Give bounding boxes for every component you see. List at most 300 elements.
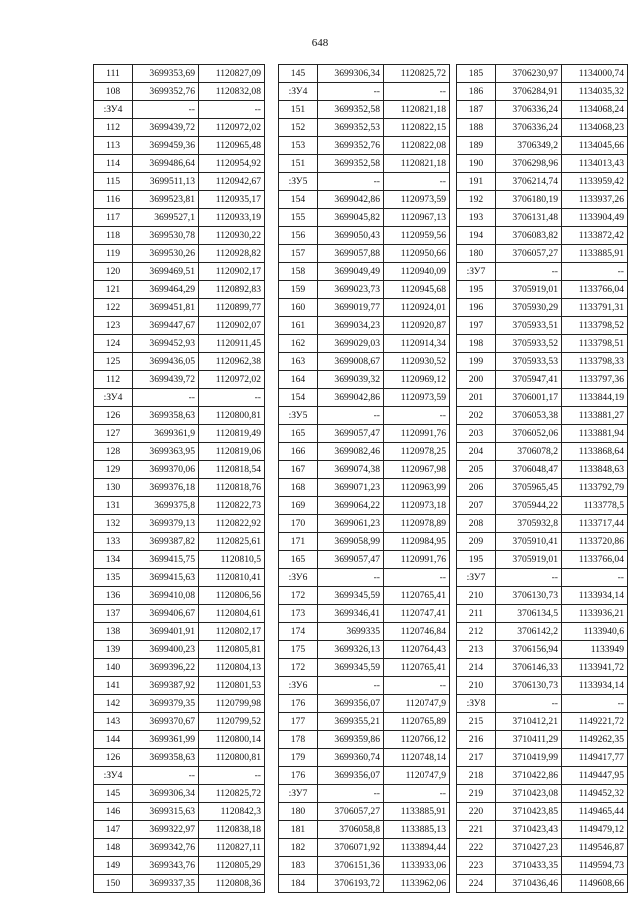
point-number-cell: 176	[279, 695, 318, 713]
x-coordinate-cell: 3699387,92	[133, 677, 199, 695]
point-number-cell: 169	[279, 497, 318, 515]
x-coordinate-cell: 3699306,34	[133, 785, 199, 803]
point-number-cell: 149	[94, 857, 133, 875]
y-coordinate-cell: 1120911,45	[199, 335, 265, 353]
table-row	[457, 569, 628, 587]
x-coordinate-cell: 3699415,75	[133, 551, 199, 569]
table-row	[94, 299, 265, 317]
y-coordinate-cell: 1120765,89	[384, 713, 450, 731]
y-coordinate-cell: 1120942,67	[199, 173, 265, 191]
x-coordinate-cell: 3706130,73	[496, 587, 562, 605]
x-coordinate-cell: 3710423,43	[496, 821, 562, 839]
point-number-cell: 117	[94, 209, 133, 227]
x-coordinate-cell: 3706298,96	[496, 155, 562, 173]
point-number-cell: 136	[94, 587, 133, 605]
x-coordinate-cell: 3699337,35	[133, 875, 199, 893]
point-number-cell: 176	[279, 767, 318, 785]
y-coordinate-cell: 1120933,19	[199, 209, 265, 227]
x-coordinate-cell: 3706146,33	[496, 659, 562, 677]
point-number-cell: 163	[279, 353, 318, 371]
x-coordinate-cell: 3706151,36	[318, 857, 384, 875]
y-coordinate-cell: 1133936,21	[562, 605, 628, 623]
y-coordinate-cell: 1133962,06	[384, 875, 450, 893]
x-coordinate-cell: 3699049,49	[318, 263, 384, 281]
table-row	[94, 191, 265, 209]
x-coordinate-cell: 3699045,82	[318, 209, 384, 227]
point-number-cell: 177	[279, 713, 318, 731]
table-row	[279, 299, 450, 317]
y-coordinate-cell: 1149465,44	[562, 803, 628, 821]
y-coordinate-cell: --	[384, 569, 450, 587]
table-row	[279, 821, 450, 839]
y-coordinate-cell: 1133868,64	[562, 443, 628, 461]
x-coordinate-cell: --	[318, 407, 384, 425]
table-row	[457, 515, 628, 533]
point-number-cell: 219	[457, 785, 496, 803]
point-number-cell: 132	[94, 515, 133, 533]
point-number-cell: 192	[457, 191, 496, 209]
x-coordinate-cell: 3706083,82	[496, 227, 562, 245]
table-row	[457, 713, 628, 731]
table-row	[94, 389, 265, 407]
table-row	[94, 155, 265, 173]
point-number-cell: 128	[94, 443, 133, 461]
table-row	[279, 713, 450, 731]
x-coordinate-cell: --	[318, 677, 384, 695]
table-row	[279, 173, 450, 191]
point-number-cell: 213	[457, 641, 496, 659]
y-coordinate-cell: 1120822,92	[199, 515, 265, 533]
y-coordinate-cell: 1133934,14	[562, 677, 628, 695]
x-coordinate-cell: 3699530,78	[133, 227, 199, 245]
point-number-cell: 170	[279, 515, 318, 533]
point-number-cell: 113	[94, 137, 133, 155]
table-row	[457, 101, 628, 119]
table-row	[457, 821, 628, 839]
y-coordinate-cell: 1120967,98	[384, 461, 450, 479]
table-row	[279, 479, 450, 497]
table-row	[94, 767, 265, 785]
point-number-cell: 182	[279, 839, 318, 857]
y-coordinate-cell: 1120940,09	[384, 263, 450, 281]
y-coordinate-cell: 1120802,17	[199, 623, 265, 641]
table-row	[94, 641, 265, 659]
y-coordinate-cell: 1120821,18	[384, 155, 450, 173]
x-coordinate-cell: 3699029,03	[318, 335, 384, 353]
y-coordinate-cell: 1120805,81	[199, 641, 265, 659]
table-row	[457, 425, 628, 443]
point-number-cell: :ЗУ4	[94, 101, 133, 119]
point-number-cell: 157	[279, 245, 318, 263]
table-row	[457, 155, 628, 173]
point-number-cell: 206	[457, 479, 496, 497]
table-row	[279, 767, 450, 785]
point-number-cell: 152	[279, 119, 318, 137]
point-number-cell: 137	[94, 605, 133, 623]
y-coordinate-cell: 1133881,94	[562, 425, 628, 443]
point-number-cell: 150	[94, 875, 133, 893]
point-number-cell: 220	[457, 803, 496, 821]
x-coordinate-cell: 3699050,43	[318, 227, 384, 245]
point-number-cell: 179	[279, 749, 318, 767]
x-coordinate-cell: 3710412,21	[496, 713, 562, 731]
x-coordinate-cell: 3699345,59	[318, 659, 384, 677]
y-coordinate-cell: 1120800,81	[199, 407, 265, 425]
point-number-cell: 201	[457, 389, 496, 407]
table-row	[457, 335, 628, 353]
point-number-cell: 167	[279, 461, 318, 479]
point-number-cell: 188	[457, 119, 496, 137]
x-coordinate-cell: 3706001,17	[496, 389, 562, 407]
x-coordinate-cell: 3699335	[318, 623, 384, 641]
point-number-cell: 121	[94, 281, 133, 299]
x-coordinate-cell: 3699361,99	[133, 731, 199, 749]
table-row	[94, 101, 265, 119]
x-coordinate-cell: 3706052,06	[496, 425, 562, 443]
x-coordinate-cell: 3705944,22	[496, 497, 562, 515]
table-row	[457, 263, 628, 281]
table-row	[457, 191, 628, 209]
x-coordinate-cell: 3699464,29	[133, 281, 199, 299]
x-coordinate-cell: 3699359,86	[318, 731, 384, 749]
table-row	[457, 245, 628, 263]
y-coordinate-cell: 1120950,66	[384, 245, 450, 263]
x-coordinate-cell: 3710423,08	[496, 785, 562, 803]
y-coordinate-cell: 1120902,07	[199, 317, 265, 335]
point-number-cell: 197	[457, 317, 496, 335]
table-row	[94, 407, 265, 425]
point-number-cell: 223	[457, 857, 496, 875]
x-coordinate-cell: 3699511,13	[133, 173, 199, 191]
y-coordinate-cell: 1120930,22	[199, 227, 265, 245]
x-coordinate-cell: 3699322,97	[133, 821, 199, 839]
table-row	[279, 407, 450, 425]
y-coordinate-cell: 1133766,04	[562, 551, 628, 569]
y-coordinate-cell: 1120819,49	[199, 425, 265, 443]
table-row	[279, 533, 450, 551]
y-coordinate-cell: 1133959,42	[562, 173, 628, 191]
x-coordinate-cell: 3699352,76	[318, 137, 384, 155]
point-number-cell: 164	[279, 371, 318, 389]
point-number-cell: 145	[279, 65, 318, 83]
point-number-cell: 212	[457, 623, 496, 641]
table-row	[94, 713, 265, 731]
y-coordinate-cell: 1120838,18	[199, 821, 265, 839]
x-coordinate-cell: 3699379,35	[133, 695, 199, 713]
table-row	[457, 317, 628, 335]
y-coordinate-cell: 1134068,23	[562, 119, 628, 137]
y-coordinate-cell: 1133717,44	[562, 515, 628, 533]
table-row	[94, 839, 265, 857]
x-coordinate-cell: 3706336,24	[496, 101, 562, 119]
point-number-cell: 151	[279, 155, 318, 173]
y-coordinate-cell: 1120810,5	[199, 551, 265, 569]
y-coordinate-cell: 1120801,53	[199, 677, 265, 695]
y-coordinate-cell: 1120978,25	[384, 443, 450, 461]
point-number-cell: 196	[457, 299, 496, 317]
y-coordinate-cell: 1149546,87	[562, 839, 628, 857]
y-coordinate-cell: 1120991,76	[384, 425, 450, 443]
table-row	[457, 227, 628, 245]
x-coordinate-cell: 3699447,67	[133, 317, 199, 335]
y-coordinate-cell: 1120821,18	[384, 101, 450, 119]
y-coordinate-cell: 1133949	[562, 641, 628, 659]
table-row	[279, 497, 450, 515]
y-coordinate-cell: 1120972,02	[199, 119, 265, 137]
point-number-cell: 168	[279, 479, 318, 497]
y-coordinate-cell: 1120920,87	[384, 317, 450, 335]
table-row	[94, 137, 265, 155]
x-coordinate-cell: 3699370,06	[133, 461, 199, 479]
y-coordinate-cell: --	[199, 389, 265, 407]
table-row	[94, 605, 265, 623]
x-coordinate-cell: 3699326,13	[318, 641, 384, 659]
y-coordinate-cell: --	[199, 101, 265, 119]
point-number-cell: 126	[94, 407, 133, 425]
point-number-cell: 159	[279, 281, 318, 299]
x-coordinate-cell: 3699034,23	[318, 317, 384, 335]
y-coordinate-cell: 1134013,43	[562, 155, 628, 173]
y-coordinate-cell: 1133940,6	[562, 623, 628, 641]
x-coordinate-cell: 3706214,74	[496, 173, 562, 191]
table-row	[279, 389, 450, 407]
table-row	[457, 839, 628, 857]
x-coordinate-cell: 3699523,81	[133, 191, 199, 209]
point-number-cell: 111	[94, 65, 133, 83]
table-row	[279, 227, 450, 245]
table-row	[94, 425, 265, 443]
y-coordinate-cell: 1120819,06	[199, 443, 265, 461]
point-number-cell: 146	[94, 803, 133, 821]
x-coordinate-cell: 3699376,18	[133, 479, 199, 497]
y-coordinate-cell: 1133791,31	[562, 299, 628, 317]
x-coordinate-cell: 3699439,72	[133, 119, 199, 137]
x-coordinate-cell: 3699039,32	[318, 371, 384, 389]
point-number-cell: 211	[457, 605, 496, 623]
x-coordinate-cell: 3706058,8	[318, 821, 384, 839]
point-number-cell: 108	[94, 83, 133, 101]
x-coordinate-cell: 3699361,9	[133, 425, 199, 443]
table-row	[279, 101, 450, 119]
point-number-cell: :ЗУ7	[457, 569, 496, 587]
x-coordinate-cell: 3706057,27	[496, 245, 562, 263]
x-coordinate-cell: 3699019,77	[318, 299, 384, 317]
point-number-cell: 120	[94, 263, 133, 281]
y-coordinate-cell: 1120825,72	[384, 65, 450, 83]
y-coordinate-cell: 1120827,09	[199, 65, 265, 83]
x-coordinate-cell: 3706230,97	[496, 65, 562, 83]
x-coordinate-cell: 3699356,07	[318, 695, 384, 713]
point-number-cell: 138	[94, 623, 133, 641]
x-coordinate-cell: 3705919,01	[496, 281, 562, 299]
table-row	[279, 317, 450, 335]
x-coordinate-cell: 3699057,47	[318, 425, 384, 443]
x-coordinate-cell: 3706048,47	[496, 461, 562, 479]
y-coordinate-cell: 1120747,9	[384, 695, 450, 713]
table-row	[94, 65, 265, 83]
x-coordinate-cell: 3699436,05	[133, 353, 199, 371]
table-row	[457, 461, 628, 479]
table-row	[457, 659, 628, 677]
point-number-cell: 153	[279, 137, 318, 155]
x-coordinate-cell: --	[318, 569, 384, 587]
point-number-cell: 144	[94, 731, 133, 749]
x-coordinate-cell: 3699042,86	[318, 191, 384, 209]
point-number-cell: 204	[457, 443, 496, 461]
point-number-cell: 191	[457, 173, 496, 191]
y-coordinate-cell: 1120984,95	[384, 533, 450, 551]
y-coordinate-cell: 1149221,72	[562, 713, 628, 731]
y-coordinate-cell: 1120973,59	[384, 389, 450, 407]
point-number-cell: 185	[457, 65, 496, 83]
x-coordinate-cell: 3699352,53	[318, 119, 384, 137]
x-coordinate-cell: 3699343,76	[133, 857, 199, 875]
point-number-cell: 154	[279, 191, 318, 209]
y-coordinate-cell: 1120945,68	[384, 281, 450, 299]
table-row	[94, 875, 265, 893]
point-number-cell: 186	[457, 83, 496, 101]
table-row	[457, 695, 628, 713]
y-coordinate-cell: 1120746,84	[384, 623, 450, 641]
x-coordinate-cell: 3706193,72	[318, 875, 384, 893]
point-number-cell: 171	[279, 533, 318, 551]
table-row	[94, 623, 265, 641]
x-coordinate-cell: 3699352,58	[318, 155, 384, 173]
x-coordinate-cell: 3699527,1	[133, 209, 199, 227]
y-coordinate-cell: 1149594,73	[562, 857, 628, 875]
x-coordinate-cell: 3699315,63	[133, 803, 199, 821]
point-number-cell: 175	[279, 641, 318, 659]
y-coordinate-cell: 1120765,41	[384, 659, 450, 677]
x-coordinate-cell: 3699071,23	[318, 479, 384, 497]
table-row	[279, 155, 450, 173]
point-number-cell: :ЗУ4	[94, 767, 133, 785]
y-coordinate-cell: 1120827,11	[199, 839, 265, 857]
table-row	[279, 731, 450, 749]
y-coordinate-cell: 1120764,43	[384, 641, 450, 659]
y-coordinate-cell: 1149262,35	[562, 731, 628, 749]
point-number-cell: 140	[94, 659, 133, 677]
x-coordinate-cell: 3705932,8	[496, 515, 562, 533]
point-number-cell: 190	[457, 155, 496, 173]
y-coordinate-cell: 1120765,41	[384, 587, 450, 605]
x-coordinate-cell: 3699061,23	[318, 515, 384, 533]
x-coordinate-cell: 3710433,35	[496, 857, 562, 875]
x-coordinate-cell: 3705965,45	[496, 479, 562, 497]
table-row	[94, 695, 265, 713]
point-number-cell: 124	[94, 335, 133, 353]
point-number-cell: 116	[94, 191, 133, 209]
x-coordinate-cell: 3699352,76	[133, 83, 199, 101]
point-number-cell: 187	[457, 101, 496, 119]
point-number-cell: :ЗУ4	[279, 83, 318, 101]
y-coordinate-cell: 1133885,91	[562, 245, 628, 263]
point-number-cell: :ЗУ6	[279, 569, 318, 587]
point-number-cell: 162	[279, 335, 318, 353]
x-coordinate-cell: --	[318, 83, 384, 101]
point-number-cell: 130	[94, 479, 133, 497]
point-number-cell: :ЗУ5	[279, 407, 318, 425]
x-coordinate-cell: 3699057,47	[318, 551, 384, 569]
x-coordinate-cell: 3705910,41	[496, 533, 562, 551]
x-coordinate-cell: 3705933,51	[496, 317, 562, 335]
x-coordinate-cell: 3699352,58	[318, 101, 384, 119]
point-number-cell: 183	[279, 857, 318, 875]
y-coordinate-cell: 1120928,82	[199, 245, 265, 263]
table-row	[94, 227, 265, 245]
point-number-cell: :ЗУ6	[279, 677, 318, 695]
x-coordinate-cell: 3699363,95	[133, 443, 199, 461]
table-row	[279, 371, 450, 389]
y-coordinate-cell: --	[562, 695, 628, 713]
x-coordinate-cell: 3706134,5	[496, 605, 562, 623]
point-number-cell: 195	[457, 281, 496, 299]
x-coordinate-cell: 3699486,64	[133, 155, 199, 173]
x-coordinate-cell: 3699400,23	[133, 641, 199, 659]
y-coordinate-cell: 1120822,73	[199, 497, 265, 515]
y-coordinate-cell: 1120973,59	[384, 191, 450, 209]
y-coordinate-cell: 1120799,52	[199, 713, 265, 731]
y-coordinate-cell: 1120808,36	[199, 875, 265, 893]
y-coordinate-cell: 1133937,26	[562, 191, 628, 209]
point-number-cell: 180	[457, 245, 496, 263]
table-row	[457, 83, 628, 101]
table-row	[457, 137, 628, 155]
y-coordinate-cell: 1149417,77	[562, 749, 628, 767]
y-coordinate-cell: 1149479,12	[562, 821, 628, 839]
x-coordinate-cell: 3706284,91	[496, 83, 562, 101]
point-number-cell: 210	[457, 587, 496, 605]
point-number-cell: 221	[457, 821, 496, 839]
x-coordinate-cell: 3699370,67	[133, 713, 199, 731]
point-number-cell: 148	[94, 839, 133, 857]
table-row	[94, 461, 265, 479]
y-coordinate-cell: --	[562, 569, 628, 587]
x-coordinate-cell: 3699439,72	[133, 371, 199, 389]
y-coordinate-cell: 1133885,91	[384, 803, 450, 821]
point-number-cell: 210	[457, 677, 496, 695]
y-coordinate-cell: 1120972,02	[199, 371, 265, 389]
y-coordinate-cell: 1120799,98	[199, 695, 265, 713]
table-row	[279, 623, 450, 641]
point-number-cell: 195	[457, 551, 496, 569]
point-number-cell: 165	[279, 425, 318, 443]
y-coordinate-cell: 1134000,74	[562, 65, 628, 83]
y-coordinate-cell: 1120924,01	[384, 299, 450, 317]
table-row	[279, 245, 450, 263]
table-row	[279, 551, 450, 569]
coordinate-table-column-2	[278, 64, 450, 893]
x-coordinate-cell: 3699452,93	[133, 335, 199, 353]
x-coordinate-cell: 3699415,63	[133, 569, 199, 587]
y-coordinate-cell: 1120810,41	[199, 569, 265, 587]
x-coordinate-cell: 3699469,51	[133, 263, 199, 281]
point-number-cell: 174	[279, 623, 318, 641]
point-number-cell: 115	[94, 173, 133, 191]
y-coordinate-cell: 1133941,72	[562, 659, 628, 677]
x-coordinate-cell: 3699082,46	[318, 443, 384, 461]
table-row	[94, 281, 265, 299]
y-coordinate-cell: 1133933,06	[384, 857, 450, 875]
y-coordinate-cell: --	[384, 83, 450, 101]
x-coordinate-cell: 3705933,53	[496, 353, 562, 371]
table-row	[94, 587, 265, 605]
point-number-cell: :ЗУ7	[457, 263, 496, 281]
x-coordinate-cell: 3699355,21	[318, 713, 384, 731]
point-number-cell: 218	[457, 767, 496, 785]
point-number-cell: 166	[279, 443, 318, 461]
x-coordinate-cell: 3705947,41	[496, 371, 562, 389]
